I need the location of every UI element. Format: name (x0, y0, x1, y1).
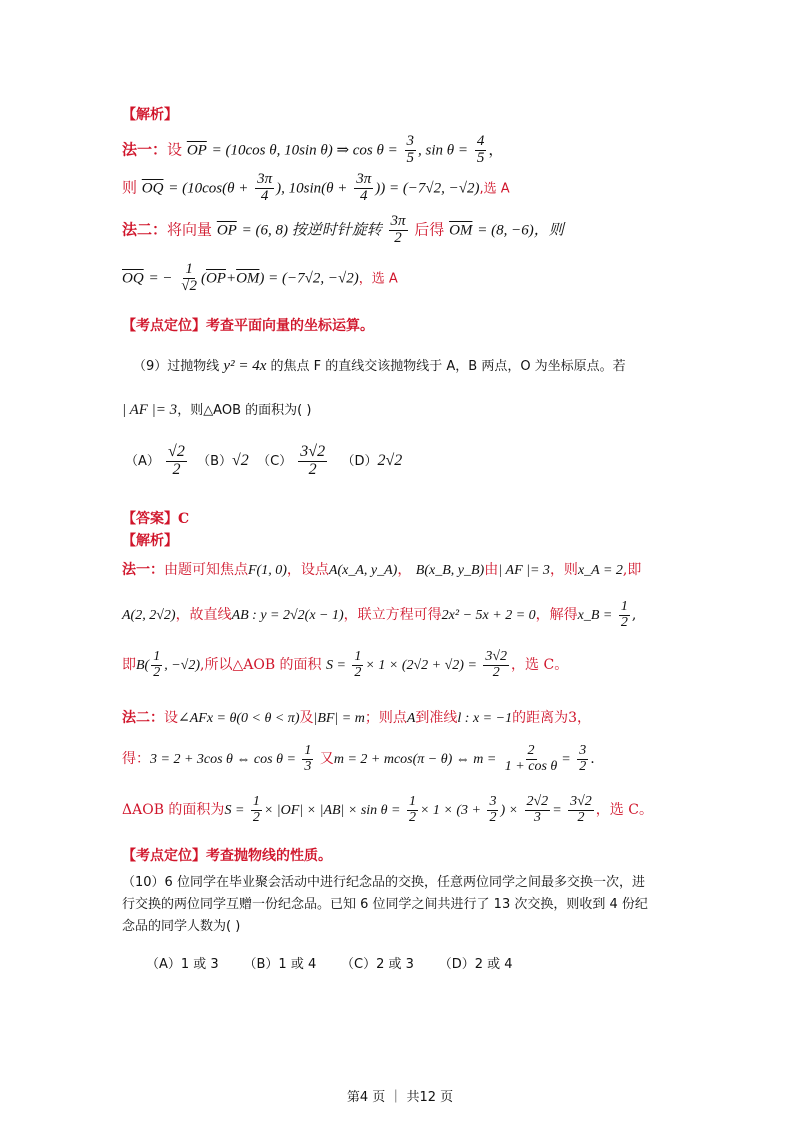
ans9-line6: ΔAOB 的面积为S = $\frac{1}{2}$ × |OF| × |AB| × sin θ = $\frac{1}{2}$ × 1 × (3 + $\frac{3}{2}$ ) × $\frac{2√2}{3}$ = $\frac{3√2}{2}$ ，选 C。 (122, 794, 653, 825)
q10-line3: 念品的同学人数为( ) (122, 919, 241, 934)
kaodian-1: 【考点定位】考查平面向量的坐标运算。 (122, 318, 374, 334)
fraction-1-sqrt2: $\frac{1}{√2}$ (181, 261, 197, 294)
line4: $\overline{OQ}$ = − $\frac{1}{√2}$ $(\overline{OP}+\overline{OM}) = (-7√2$, −√2)，选 A (122, 261, 398, 294)
q9-line1: （9）过抛物线 y² = 4x 的焦点 F 的直线交该抛物线于 A，B 两点，O 为坐标原点。若 (133, 358, 626, 374)
q9-option-d: （D） (341, 453, 378, 469)
fa1-label: 法一： (122, 140, 168, 159)
fraction-3pi-4: $\frac{3\pi}{4}$ (356, 171, 372, 204)
ans9-line3: 即B( $\frac{1}{2}$ , −√2),所以△AOB 的面积 S = $\frac{1}{2}$ × 1 × (2√2 + √2) = $\frac{3√2}{2}$ ，选 C。 (122, 649, 569, 680)
answer-9: 【答案】C (122, 511, 190, 527)
ans9-line5: 得：3 = 2 + 3cos θ ⇔ cos θ = $\frac{1}{3}$ 又m = 2 + mcos(π − θ) ⇔ m = $\frac{2}{\text{1 + cos θ}}$ = $\frac{3}{2}$ . (122, 743, 595, 774)
fraction-4-5: $\frac{4}{5}$ (476, 133, 485, 166)
jiexi-heading-2: 【解析】 (122, 533, 178, 549)
ans9-f2-line: 法二：设∠AFx = θ(0 < θ < π)及|BF| = m；则点A到准线l : x = −1的距离为3， (122, 710, 591, 726)
fa2-label: 法二： (122, 220, 168, 239)
vector-op: $\overline{OP}$ (186, 142, 207, 159)
q9-option-b: （B） (197, 453, 233, 469)
kaodian-2: 【考点定位】考查抛物线的性质。 (122, 848, 332, 864)
q10-options: （A）1 或 3 （B）1 或 4 （C）2 或 3 （D）2 或 4 (146, 957, 513, 972)
page-footer: 第4 页 ｜ 共12 页 (346, 1090, 454, 1105)
ans9-f1-line: 法一：由题可知焦点F(1, 0)，设点A(x_A, y_A)， B(x_B, y_B)由| AF |= 3，则x_A = 2,即 (122, 562, 642, 578)
fraction-3pi-4: $\frac{3\pi}{4}$ (257, 171, 273, 204)
q9-options: （A） $\frac{√2}{2}$ （B）√2 （C） $\frac{3√2}{2}$ （D）2√2 (125, 443, 403, 478)
ans9-line2: A(2, 2√2)，故直线AB : y = 2√2(x − 1)，联立方程可得2x² − 5x + 2 = 0，解得x_B = $\frac{1}{2}$ , (122, 599, 637, 630)
q9-option-c: （C） (257, 453, 293, 469)
fraction-3-5: $\frac{3}{5}$ (406, 133, 415, 166)
jiexi-heading-1: 【解析】 (122, 107, 178, 123)
q9-option-a: （A） (125, 453, 160, 469)
fraction-3pi-2: $\frac{3\pi}{2}$ (390, 213, 406, 246)
q10-line1: （10）6 位同学在毕业聚会活动中进行纪念品的交换，任意两位同学之间最多交换一次，进 (122, 875, 645, 890)
fa1-line: 法一：设 $\overline{OP} = (10\cos$ θ, 10sin θ) ⇒ cos θ = $\frac{3}{5}$ , sin θ = $\frac{4}{5}$ ， (122, 133, 504, 166)
q10-line2: 行交换的两位同学互赠一份纪念品。已知 6 位同学之间共进行了 13 次交换，则收到 4 份纪 (122, 897, 648, 912)
line2: 则 $\overline{OQ} = (10\cos(\theta$ + $\frac{3\pi}{4}$ ), 10sin(θ + $\frac{3\pi}{4}$ )) = (−7√2, −√2),选 A (122, 171, 510, 204)
q9-line2: | AF |= 3，则△AOB 的面积为( ) (122, 402, 312, 418)
fa2-line: 法二：将向量 $\overline{OP} = (6$, 8) 按逆时针旋转 $\frac{3\pi}{2}$ 后得 $\overline{OM} = (8$, −6)，则 (122, 213, 564, 246)
